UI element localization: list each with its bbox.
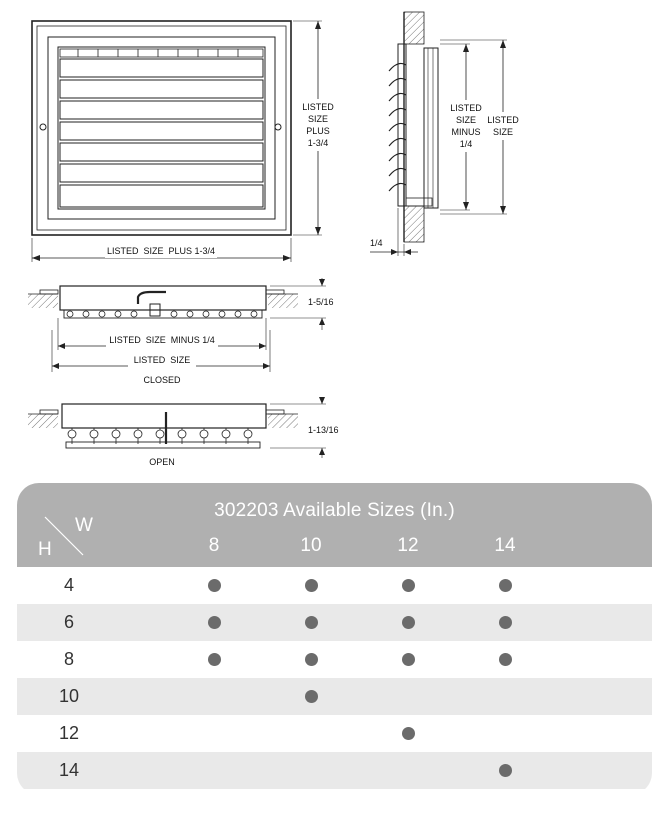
availability-dot-h8-w8 xyxy=(208,653,221,666)
open-depth-dim: 1-13/16 xyxy=(308,425,339,435)
availability-dot-h10-w10 xyxy=(305,690,318,703)
row-header: 10 xyxy=(58,686,80,706)
table-row xyxy=(17,567,652,604)
open-section-view xyxy=(28,397,326,458)
availability-dot-h6-w14 xyxy=(499,616,512,629)
side-inner-dim-line-1: LISTED xyxy=(450,103,482,113)
row-header: 4 xyxy=(63,575,74,595)
closed-inner-dim: LISTED SIZE MINUS 1/4 xyxy=(109,335,215,345)
availability-dot-h8-w14 xyxy=(499,653,512,666)
row-header: 12 xyxy=(58,723,80,743)
table-row xyxy=(17,715,652,752)
availability-dot-h8-w10 xyxy=(305,653,318,666)
closed-outer-dim: LISTED SIZE xyxy=(133,355,191,365)
col-header-10: 10 xyxy=(300,535,322,556)
closed-depth-dim: 1-5/16 xyxy=(308,297,334,307)
availability-dot-h6-w12 xyxy=(402,616,415,629)
row-header: 14 xyxy=(58,760,80,780)
availability-dot-h4-w12 xyxy=(402,579,415,592)
front-height-dim-line-3: PLUS xyxy=(306,126,330,136)
table-header xyxy=(17,483,652,567)
availability-dot-h6-w10 xyxy=(305,616,318,629)
availability-dot-h12-w12 xyxy=(402,727,415,740)
closed-caption: CLOSED xyxy=(143,375,181,385)
availability-dot-h4-w10 xyxy=(305,579,318,592)
side-inner-dim-line-3: MINUS xyxy=(451,127,481,137)
availability-dot-h4-w14 xyxy=(499,579,512,592)
front-view xyxy=(32,21,322,262)
width-axis-label: W xyxy=(75,515,93,536)
col-header-8: 8 xyxy=(208,535,220,556)
availability-dot-h14-w14 xyxy=(499,764,512,777)
side-view xyxy=(370,12,507,256)
row-header: 6 xyxy=(63,612,74,632)
open-caption: OPEN xyxy=(149,457,175,467)
front-height-dim-line-2: SIZE xyxy=(307,114,329,124)
side-inner-dim-line-4: 1/4 xyxy=(459,139,473,149)
side-inner-dim-line-2: SIZE xyxy=(455,115,477,125)
col-header-12: 12 xyxy=(397,535,419,556)
side-offset-dim: 1/4 xyxy=(370,238,383,248)
col-header-14: 14 xyxy=(494,535,516,556)
hw-corner-cell xyxy=(31,507,91,559)
availability-dot-h6-w8 xyxy=(208,616,221,629)
row-header: 8 xyxy=(63,649,74,669)
availability-dot-h4-w8 xyxy=(208,579,221,592)
height-axis-label: H xyxy=(38,539,52,560)
table-row xyxy=(17,678,652,715)
front-height-dim-line-1: LISTED xyxy=(302,102,334,112)
side-outer-dim-line-2: SIZE xyxy=(492,127,514,137)
availability-dot-h8-w12 xyxy=(402,653,415,666)
table-row xyxy=(17,641,652,678)
table-row xyxy=(17,604,652,641)
front-height-dim-line-4: 1-3/4 xyxy=(307,138,329,148)
available-sizes-table xyxy=(17,483,652,795)
side-outer-dim-line-1: LISTED xyxy=(487,115,519,125)
table-title: 302203 Available Sizes (In.) xyxy=(214,500,455,521)
front-width-dim: LISTED SIZE PLUS 1-3/4 xyxy=(106,246,216,256)
table-row xyxy=(17,752,652,789)
